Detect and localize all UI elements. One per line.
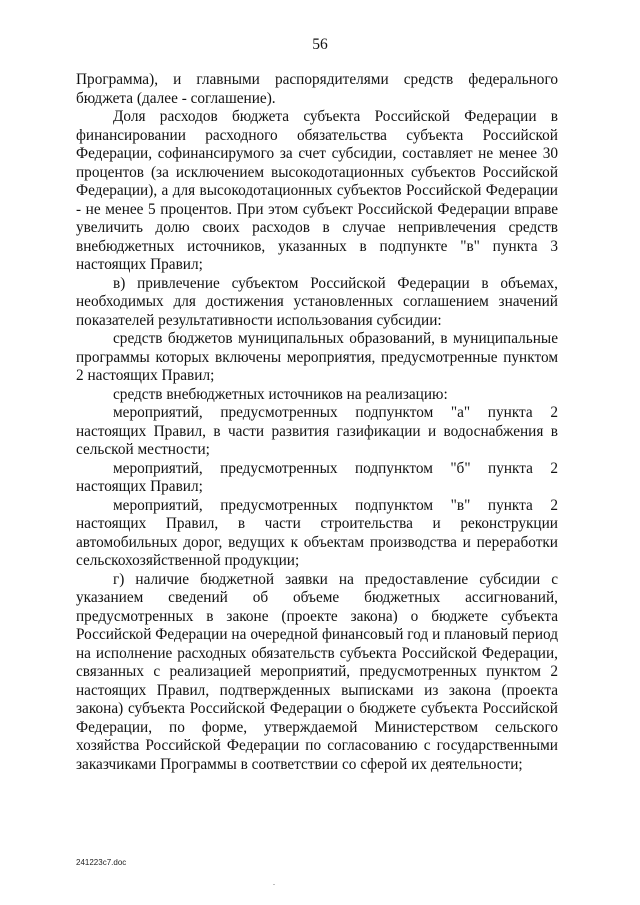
paragraph: средств бюджетов муниципальных образований, в муниципальные программы которых включены мероприятия, предусмотренные пунктом 2 настоящих Правил; (76, 330, 558, 384)
paragraph: в) привлечение субъектом Российской Федерации в объемах, необходимых для достижения установленных соглашением значений показателей результативности использования субсидии: (76, 274, 558, 329)
paragraph: Доля расходов бюджета субъекта Российской Федерации в финансировании расходного обязательства субъекта Российской Федерации, софинансирумого за счет субсидии, составляет не менее 30 процентов (за исключением высокодотационных субъектов Российской Федерации), а для высокодотационных субъектов Российской Федерации - не менее 5 процентов. При этом субъект Российской Федерации вправе увеличить долю своих расходов в случае непривлечения средств внебюджетных источников, указанных в подпункте "в" пункта 3 настоящих Правил; (76, 108, 558, 273)
paragraph: средств внебюджетных источников на реализацию: (113, 385, 448, 403)
footer-filename: 241223c7.doc (76, 858, 127, 867)
document-body (76, 71, 558, 774)
page-number: 56 (312, 36, 328, 53)
paragraph: мероприятий, предусмотренных подпунктом "в" пункта 2 настоящих Правил, в части строительства и реконструкции автомобильных дорог, ведущих к объектам производства и переработки сельскохозяйственной продукции; (76, 496, 558, 569)
paragraph: г) наличие бюджетной заявки на предоставление субсидии с указанием сведений об объеме бюджетных ассигнований, предусмотренных в законе (проекте закона) о бюджете субъекта Российской Федерации на очередной финансовый год и плановый период на исполнение расходных обязательств субъекта Российской Федерации, связанных с реализацией мероприятий, предусмотренных пунктом 2 настоящих Правил, подтвержденных выписками из закона (проекта закона) субъекта Российской Федерации о бюджете субъекта Российской Федерации, по форме, утверждаемой Министерством сельского хозяйства Российской Федерации по согласованию с государственными заказчиками Программы в соответствии со сферой их деятельности; (76, 570, 558, 773)
paragraph: мероприятий, предусмотренных подпунктом "а" пункта 2 настоящих Правил, в части развития газификации и водоснабжения в сельской местности; (76, 404, 558, 458)
paragraph: мероприятий, предусмотренных подпунктом "б" пункта 2 настоящих Правил; (76, 459, 558, 495)
footer-mark: . (273, 878, 275, 887)
paragraph: Программа), и главными распорядителями средств федерального бюджета (далее - соглашение). (76, 71, 558, 107)
